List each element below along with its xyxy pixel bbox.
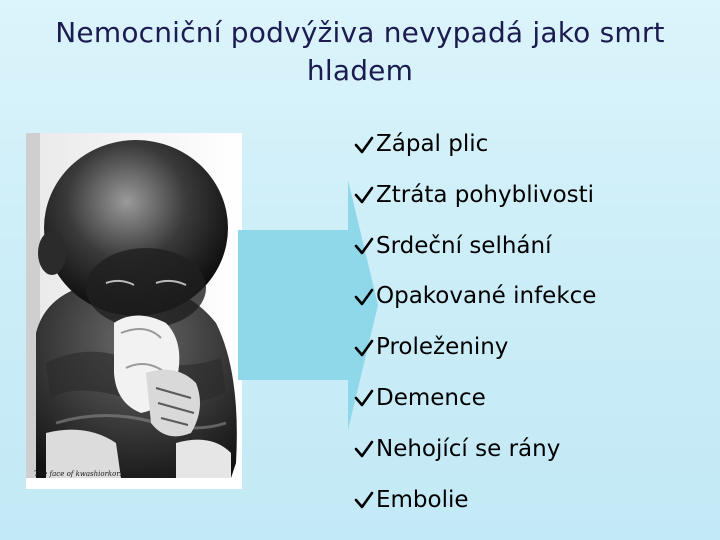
list-item-label: Embolie [376,486,469,513]
list-item-label: Srdeční selhání [376,232,552,259]
check-mark-icon [354,135,376,155]
list-item [354,373,596,424]
list-item [354,322,596,373]
list-item-label: Zápal plic [376,131,489,157]
check-mark-icon [354,287,376,307]
list-item-label: Opakované infekce [376,283,597,310]
slide-title: Nemocniční podvýživa nevypadá jako smrt hladem [55,16,665,87]
list-item [354,221,596,272]
list-item-label: Demence [376,384,486,411]
list-item-label: Nehojící se rány [376,435,561,462]
photo-caption: The face of kwashiorkor. [34,470,122,478]
child-photo [26,133,242,489]
check-mark-icon [354,490,376,510]
child-photo-illustration [26,133,242,489]
check-mark-icon [354,388,376,408]
check-mark-icon [354,236,376,256]
list-item [354,475,596,526]
check-mark-icon [354,185,376,205]
list-item [354,424,596,475]
list-item [354,271,596,322]
check-mark-icon [354,338,376,358]
consequence-list [354,119,596,525]
list-item [354,170,596,221]
list-item-label: Proleženiny [376,334,509,361]
list-item [354,119,596,170]
check-mark-icon [354,439,376,459]
list-item-label: Ztráta pohyblivosti [376,181,595,208]
